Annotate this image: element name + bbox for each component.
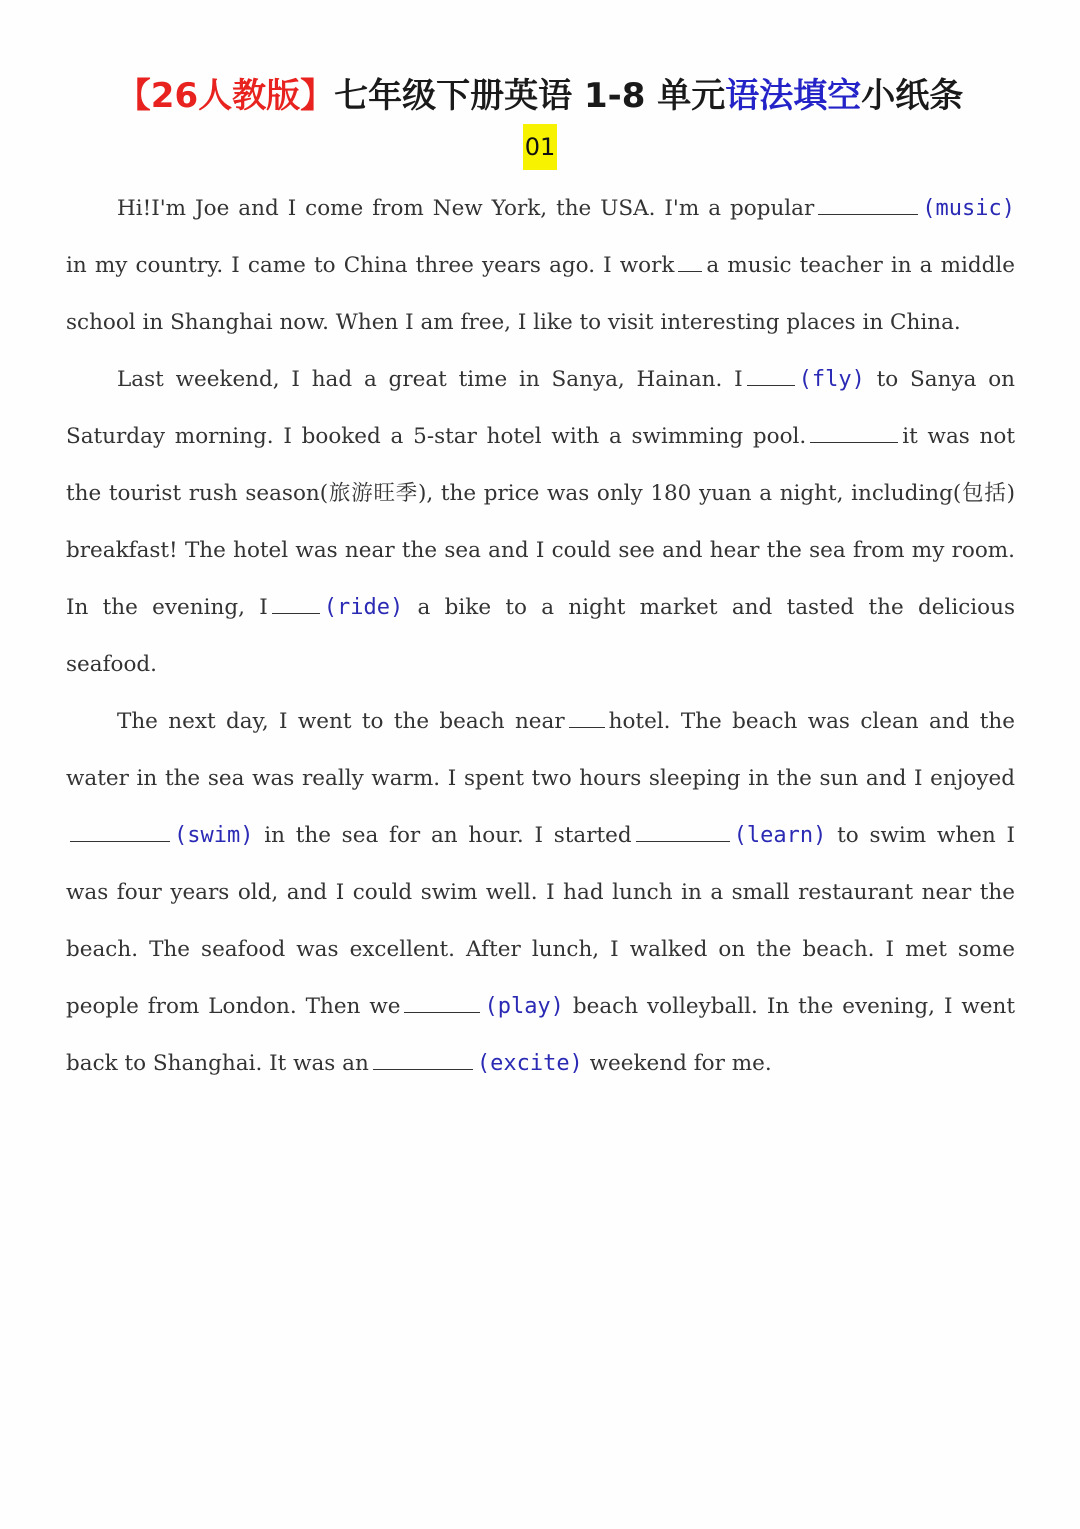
title-grammar-fill: 语法填空 <box>725 76 862 116</box>
passage-text: to Sanya on Saturday morning. I booked a 5-star hotel with a swimming pool. <box>66 367 1015 449</box>
answer-blank[interactable] <box>569 707 605 728</box>
paragraph-2 <box>66 351 1015 693</box>
answer-blank[interactable] <box>818 194 918 215</box>
page-title <box>0 68 1080 124</box>
paragraph-3 <box>66 693 1015 1092</box>
passage-text: it was not the tourist rush season(旅游旺季), the price was only 180 yuan a night, including(包括) breakfast! The hotel was near the sea and I could see and hear the sea from my room. In the evening, I <box>66 424 1015 620</box>
passage-text: a bike to a night market and tasted the delicious seafood. <box>66 595 1015 677</box>
passage-text: Last weekend, I had a great time in Sanya, Hainan. I <box>117 367 743 392</box>
paragraph-1 <box>66 180 1015 351</box>
answer-blank[interactable] <box>810 422 898 443</box>
title-grade-units: 七年级下册英语 1-8 单元 <box>334 76 726 116</box>
title-edition-tag: 【26人教版】 <box>116 76 335 116</box>
passage-text: to swim when I was four years old, and I could swim well. I had lunch in a small restaurant near the beach. The seafood was excellent. After lunch, I walked on the beach. I met some people from London. Then we <box>66 823 1015 1019</box>
passage-text: in my country. I came to China three years ago. I work <box>66 253 675 278</box>
badge-row <box>0 124 1080 170</box>
answer-blank[interactable] <box>747 365 795 386</box>
answer-blank[interactable] <box>636 821 730 842</box>
title-note-slip: 小纸条 <box>861 76 964 116</box>
passage-number-badge: 01 <box>523 124 558 170</box>
word-hint: (ride) <box>323 595 404 620</box>
word-hint: (learn) <box>733 823 827 848</box>
passage-text: The next day, I went to the beach near <box>117 709 565 734</box>
answer-blank[interactable] <box>678 251 702 272</box>
answer-blank[interactable] <box>373 1049 473 1070</box>
passage-text: in the sea for an hour. I started <box>253 823 632 848</box>
passage-text: weekend for me. <box>582 1051 772 1076</box>
passage-text: beach volleyball. In the evening, I went back to Shanghai. It was an <box>66 994 1015 1076</box>
word-hint: (fly) <box>798 367 865 392</box>
answer-blank[interactable] <box>70 821 170 842</box>
word-hint: (music) <box>922 196 1015 221</box>
passage-text: a music teacher in a middle school in Shanghai now. When I am free, I like to visit interesting places in China. <box>66 253 1015 335</box>
passage-text: hotel. The beach was clean and the water in the sea was really warm. I spent two hours sleeping in the sun and I enjoyed <box>66 709 1015 791</box>
passage <box>66 180 1015 1092</box>
word-hint: (excite) <box>476 1051 583 1076</box>
word-hint: (swim) <box>174 823 254 848</box>
answer-blank[interactable] <box>272 593 320 614</box>
passage-text: Hi!I'm Joe and I come from New York, the USA. I'm a popular <box>117 196 815 221</box>
word-hint: (play) <box>484 994 564 1019</box>
answer-blank[interactable] <box>404 992 480 1013</box>
